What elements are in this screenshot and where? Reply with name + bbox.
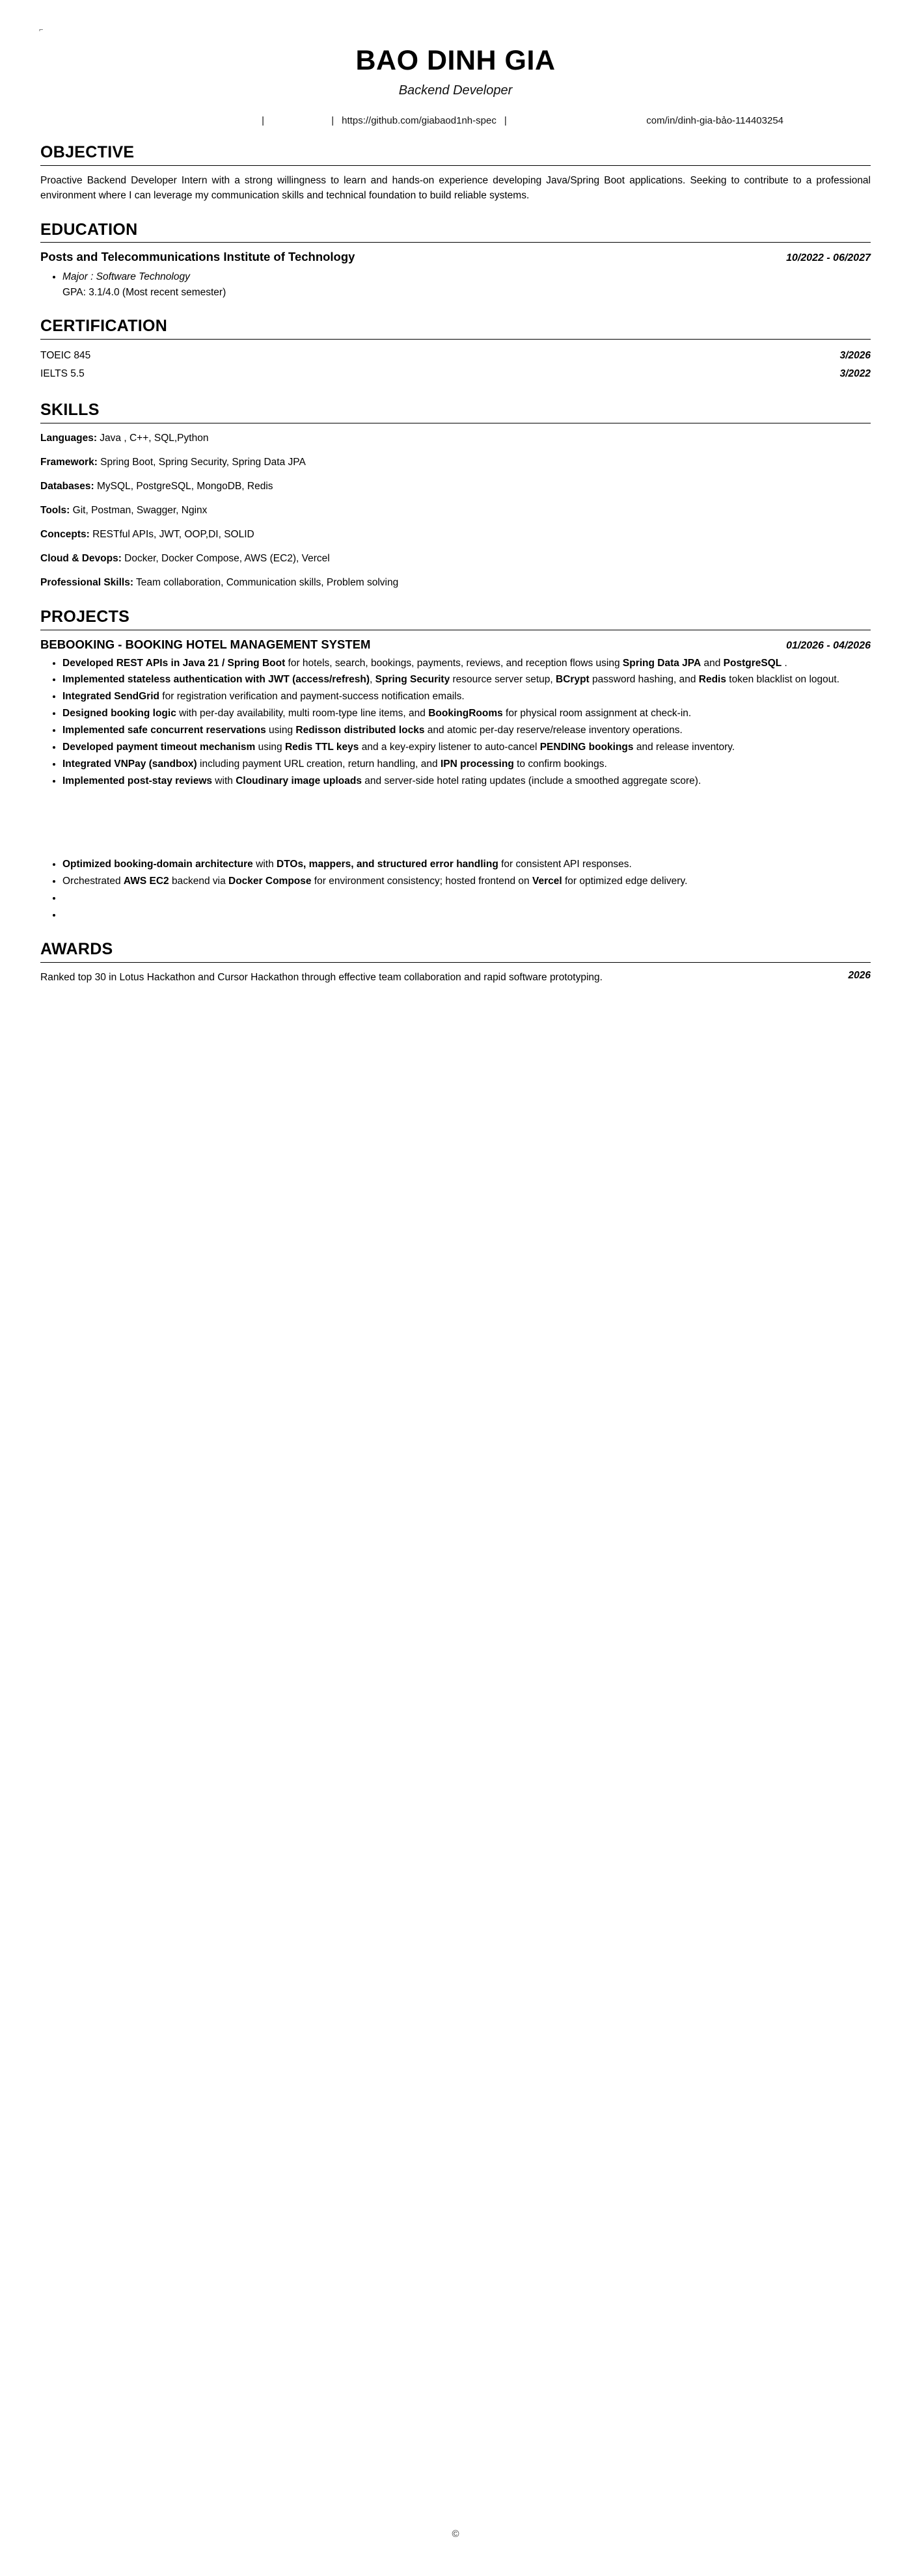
certification-row — [40, 365, 871, 384]
skill-label: Concepts: — [40, 528, 90, 540]
certification-row — [40, 347, 871, 366]
skill-row-databases — [40, 479, 871, 494]
section-heading-projects: PROJECTS — [40, 607, 130, 626]
award-row — [40, 970, 871, 985]
footer-mark: © — [452, 2529, 459, 2540]
section-awards — [40, 940, 871, 985]
divider — [40, 165, 871, 166]
skill-value: Docker, Docker Compose, AWS (EC2), Vercel — [121, 552, 330, 564]
list-item: • Developed REST APIs in Java 21 / Spring Boot for hotels, search, bookings, payments, reviews, and reception flows using Spring Data JPA and PostgreSQL . — [62, 656, 871, 671]
education-gpa: GPA: 3.1/4.0 (Most recent semester) — [62, 286, 226, 298]
skill-value: Team collaboration, Communication skills, Problem solving — [133, 576, 399, 588]
divider — [40, 962, 871, 963]
list-item — [62, 908, 871, 923]
list-item: • Integrated VNPay (sandbox) including payment URL creation, return handling, and IPN processing to confirm bookings. — [62, 757, 871, 772]
contact-left: | — [262, 115, 264, 127]
section-heading-certification: CERTIFICATION — [40, 316, 168, 335]
skill-value: Spring Boot, Spring Security, Spring Data JPA — [97, 456, 306, 468]
education-major: • Major : Software Technology — [62, 271, 190, 283]
section-heading-skills: SKILLS — [40, 400, 100, 419]
section-heading-education: EDUCATION — [40, 220, 138, 239]
education-entry-head — [40, 250, 871, 264]
list-item: • Integrated SendGrid for registration verification and payment-success notification emails. — [62, 690, 871, 704]
list-item: • Developed payment timeout mechanism using Redis TTL keys and a key-expiry listener to auto-cancel PENDING bookings and release inventory. — [62, 740, 871, 755]
contact-sep-left: | — [331, 115, 334, 127]
divider — [40, 242, 871, 243]
section-projects — [40, 608, 871, 923]
skill-value: MySQL, PostgreSQL, MongoDB, Redis — [94, 480, 273, 492]
project-title: BEBOOKING - BOOKING HOTEL MANAGEMENT SYSTEM — [40, 637, 371, 651]
list-item: • Optimized booking-domain architecture with DTOs, mappers, and structured error handling for consistent API responses. — [62, 857, 871, 872]
page-top-mark: ⌐ — [39, 26, 44, 34]
list-item: • Implemented stateless authentication with JWT (access/refresh), Spring Security resource server setup, BCrypt password hashing, and Redis token blacklist on logout. — [62, 673, 871, 688]
award-date: 2026 — [848, 969, 871, 981]
section-skills — [40, 401, 871, 591]
list-item: • Implemented post-stay reviews with Cloudinary image uploads and server-side hotel rating updates (include a smoothed aggregate score). — [62, 774, 871, 789]
objective-text: Proactive Backend Developer Intern with a strong willingness to learn and hands-on experience developing Java/Spring Boot applications. Seeking to contribute to a professional environment where I can leverage my communication skills and technical foundation to build reliable systems. — [40, 175, 871, 202]
skill-label: Cloud & Devops: — [40, 552, 122, 564]
page-break-gap — [40, 791, 871, 853]
project-bullets-bottom — [40, 857, 871, 923]
list-item — [62, 891, 871, 906]
skill-label: Tools: — [40, 504, 70, 516]
skill-label: Framework: — [40, 456, 98, 468]
skill-label: Professional Skills: — [40, 576, 133, 588]
skill-value: Java , C++, SQL,Python — [96, 432, 209, 444]
page-title: BAO DINH GIA — [355, 45, 556, 76]
skill-row-languages — [40, 431, 871, 446]
certification-label: IELTS 5.5 — [40, 368, 85, 380]
skill-label: Databases: — [40, 480, 94, 492]
education-details — [40, 269, 871, 300]
skill-row-professional — [40, 575, 871, 591]
section-objective — [40, 143, 871, 203]
skill-row-tools — [40, 503, 871, 518]
job-role-subtitle: Backend Developer — [398, 83, 513, 98]
contact-linkedin[interactable]: com/in/dinh-gia-bảo-114403254 — [646, 115, 783, 127]
certification-date: 3/2026 — [839, 349, 871, 361]
skill-row-cloud-devops — [40, 551, 871, 567]
section-education — [40, 221, 871, 300]
certification-label: TOEIC 845 — [40, 349, 91, 361]
award-text: Ranked top 30 in Lotus Hackathon and Cursor Hackathon through effective team collaboration and rapid software prototyping. — [40, 971, 603, 983]
project-bullets-top — [40, 656, 871, 790]
project-date: 01/2026 - 04/2026 — [786, 639, 871, 651]
skill-row-framework — [40, 455, 871, 470]
contact-row — [40, 115, 871, 126]
section-certification — [40, 317, 871, 384]
certification-date: 3/2022 — [839, 368, 871, 380]
list-item — [62, 269, 871, 300]
skill-row-concepts — [40, 527, 871, 543]
list-item: • Orchestrated AWS EC2 backend via Docker Compose for environment consistency; hosted frontend on Vercel for optimized edge delivery. — [62, 874, 871, 889]
list-item: • Designed booking logic with per-day availability, multi room-type line items, and BookingRooms for physical room assignment at check-in. — [62, 706, 871, 721]
skill-value: Git, Postman, Swagger, Nginx — [70, 504, 208, 516]
section-heading-objective: OBJECTIVE — [40, 143, 135, 162]
divider — [40, 339, 871, 340]
list-item: • Implemented safe concurrent reservations using Redisson distributed locks and atomic per-day reserve/release inventory operations. — [62, 723, 871, 738]
contact-sep-right: | — [504, 115, 507, 127]
project-entry-head — [40, 637, 871, 652]
github-link[interactable]: https://github.com/giabaod1nh-spec — [342, 115, 496, 127]
section-heading-awards: AWARDS — [40, 939, 113, 958]
contact-github[interactable] — [269, 115, 569, 126]
education-date: 10/2022 - 06/2027 — [786, 252, 871, 264]
skill-value: RESTful APIs, JWT, OOP,DI, SOLID — [89, 528, 254, 540]
education-school: Posts and Telecommunications Institute of Technology — [40, 250, 355, 264]
skill-label: Languages: — [40, 432, 97, 444]
